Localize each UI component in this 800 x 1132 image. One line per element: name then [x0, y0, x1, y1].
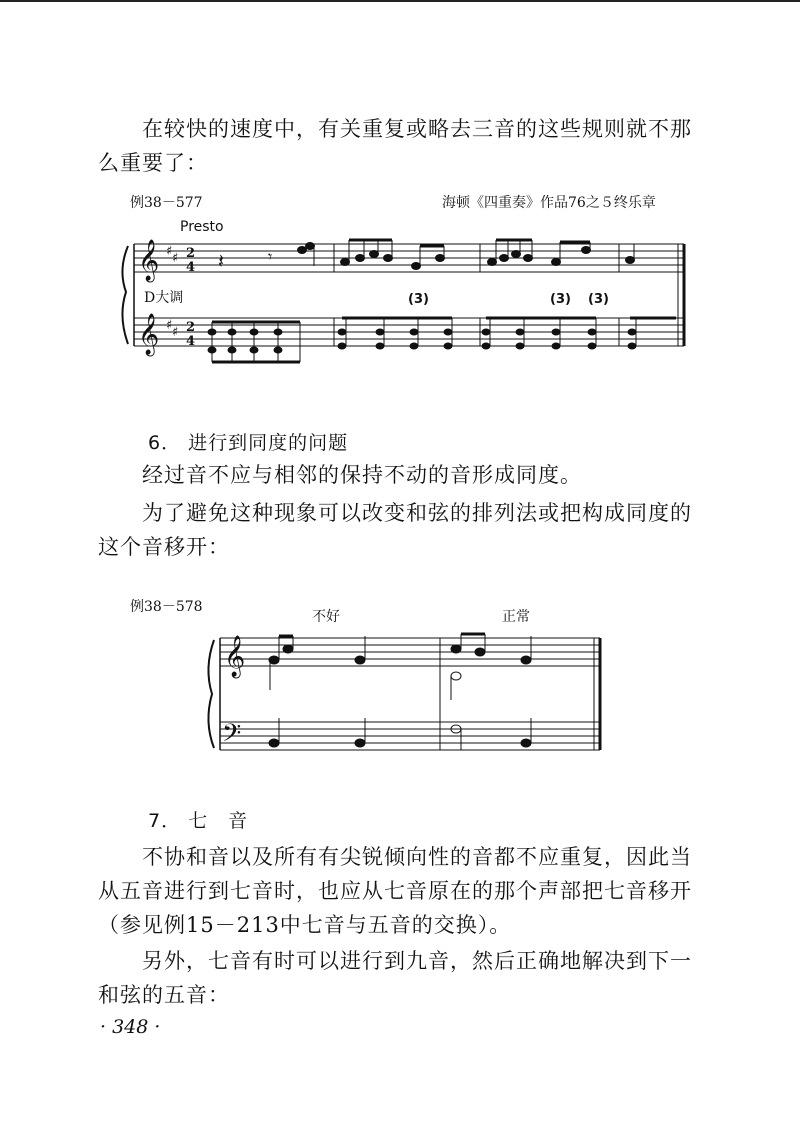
paren-three-2: (3): [550, 292, 571, 307]
treble-clef-icon-3: 𝄞: [224, 636, 246, 677]
page-number: · 348 ·: [100, 1016, 161, 1038]
example-label-577: 例38－577: [130, 195, 203, 211]
example-source: 海顿《四重奏》作品76之５终乐章: [442, 195, 656, 211]
label-good: 正常: [502, 609, 530, 625]
svg-text:𝄽: 𝄽: [218, 249, 225, 273]
svg-text:♯: ♯: [172, 251, 179, 266]
svg-text:♯: ♯: [166, 318, 173, 333]
svg-text:4: 4: [186, 260, 196, 275]
paren-three-1: (3): [408, 292, 429, 307]
svg-text:♯: ♯: [172, 325, 179, 340]
label-bad: 不好: [312, 609, 340, 625]
section-7-title: 七 音: [188, 810, 249, 832]
treble-clef-icon-2: 𝄞: [138, 314, 160, 355]
paragraph-seventh: 不协和音以及所有有尖锐倾向性的音都不应重复，因此当从五音进行到七音时，也应从七音原在的那个声部把七音移开（参见例15－213中七音与五音的交换）。: [98, 845, 692, 937]
svg-text:4: 4: [186, 334, 196, 349]
section-6-title: 进行到同度的问题: [188, 432, 349, 454]
section-7-number: 7．: [148, 810, 182, 832]
tempo-marking: Presto: [180, 219, 224, 235]
paragraph-avoid: 为了避免这种现象可以改变和弦的排列法或把构成同度的这个音移开：: [98, 501, 692, 559]
svg-text:𝄾: 𝄾: [268, 247, 273, 266]
key-label: D大调: [144, 290, 184, 306]
example-label-578: 例38－578: [130, 599, 203, 615]
paragraph-ninth: 另外，七音有时可以进行到九音，然后正确地解决到下一和弦的五音：: [98, 949, 692, 1007]
svg-text:2: 2: [186, 320, 196, 335]
ex1-treble-staff: [134, 244, 684, 272]
paren-three-3: (3): [588, 292, 609, 307]
bass-clef-icon: 𝄢: [222, 719, 242, 754]
paragraph-unison: 经过音不应与相邻的保持不动的音形成同度。: [142, 463, 582, 487]
section-6-number: 6．: [148, 432, 182, 454]
svg-text:2: 2: [186, 246, 196, 261]
svg-text:♯: ♯: [166, 244, 173, 259]
paragraph-intro: 在较快的速度中，有关重复或略去三音的这些规则就不那么重要了：: [98, 117, 692, 175]
treble-clef-icon: 𝄞: [138, 240, 160, 281]
